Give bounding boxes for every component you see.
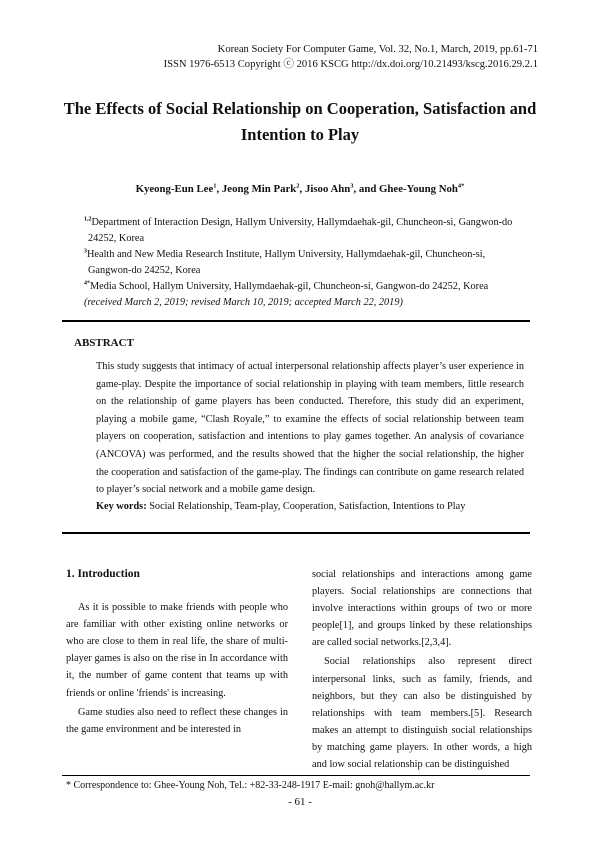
affiliation-text: Health and New Media Research Institute, Hallym University, Hallymdaehak-gil, Chuncheon-si, — [87, 249, 486, 260]
footnote-divider — [62, 775, 530, 776]
affiliation-1 — [84, 215, 524, 231]
affiliation-sup: 3 — [84, 248, 87, 255]
author-list — [40, 183, 560, 195]
author-sup: 2 — [296, 182, 300, 190]
affiliation-sup: 4* — [84, 280, 90, 287]
author-sup: 4* — [457, 182, 465, 190]
journal-citation: Korean Society For Computer Game, Vol. 32, No.1, March, 2019, pp.61-71 — [217, 44, 538, 55]
author-separator: , — [216, 183, 222, 195]
affiliation-text: Department of Interaction Design, Hallym University, Hallymdaehak-gil, Chuncheon-si, Gangwon-do — [91, 217, 513, 228]
section-heading: 1. Introduction — [66, 568, 140, 580]
author-name: Kyeong-Eun Lee — [135, 183, 214, 195]
author-separator: , and — [353, 183, 380, 195]
keywords-value: Social Relationship, Team-play, Cooperation, Satisfaction, Intentions to Play — [149, 501, 466, 512]
body-paragraph: Game studies also need to reflect these changes in the game environment and be interested in — [66, 706, 288, 735]
page-number: - 61 - — [288, 796, 312, 808]
left-column — [66, 566, 288, 738]
abstract-heading: ABSTRACT — [74, 337, 134, 349]
received-dates: (received March 2, 2019; revised March 10, 2019; accepted March 22, 2019) — [84, 297, 403, 308]
affiliation-3 — [84, 279, 524, 295]
keywords-label: Key words: — [96, 501, 147, 512]
paper-title — [40, 96, 560, 148]
affiliation-sup: 1,2 — [84, 216, 92, 223]
affiliation-2-cont: Gangwon-do 24252, Korea — [88, 265, 201, 276]
journal-issn: ISSN 1976-6513 Copyright ⓒ 2016 KSCG http://dx.doi.org/10.21493/kscg.2016.29.2.1 — [163, 59, 538, 70]
affiliations — [84, 215, 524, 311]
body-paragraph: As it is possible to make friends with people who are familiar with other existing online networks or who are close to them in real life, the share of multi-player games is also on the rise in In accordance with it, the number of game content that teams up with friends or online 'friends' is increasing. — [66, 602, 288, 699]
author-name: Jeong Min Park — [221, 183, 297, 195]
author-name: Ghee-Young Noh — [379, 183, 458, 195]
correspondence-footnote: * Correspondence to: Ghee-Young Noh, Tel.: +82-33-248-1917 E-mail: gnoh@hallym.ac.kr — [66, 780, 435, 791]
top-divider — [62, 320, 530, 322]
abstract-divider — [62, 532, 530, 534]
affiliation-2 — [84, 247, 524, 263]
affiliation-1-cont: 24252, Korea — [88, 233, 145, 244]
keywords — [96, 501, 526, 512]
journal-header — [164, 42, 538, 72]
title-line-2: Intention to Play — [240, 125, 360, 144]
title-line-1: The Effects of Social Relationship on Cooperation, Satisfaction and — [63, 99, 537, 118]
right-column — [312, 566, 532, 773]
author-name: Jisoo Ahn — [304, 183, 351, 195]
body-paragraph: Social relationships also represent direct interpersonal links, such as family, friends, and neighbors, but they can also be distinguished by relationships with team members.[5]. Research makes an attempt to distinguish social relationships by matching game players. In other words, a high and low social relationship can be distinguished — [312, 656, 532, 771]
body-paragraph: social relationships and interactions among game players. Social relationships are connections that involve interactions within groups of two or more people[1], and groups linked by these relationships are called social networks.[2,3,4]. — [312, 569, 532, 649]
affiliation-text: Media School, Hallym University, Hallymdaehak-gil, Chuncheon-si, Gangwon-do 24252, Korea — [90, 281, 489, 292]
author-sup: 3 — [350, 182, 354, 190]
abstract-text: This study suggests that intimacy of actual interpersonal relationship affects player’s user experience in game-play. Despite the importance of social relationship in playing with team members, little research on the relationship of game players has been conducted. Therefore, this study did an experiment, playing a mobile game, “Clash Royale,” to examine the effects of social relationship between team players on cooperation, satisfaction and intentions to play games together. An analysis of covariance (ANCOVA) was performed, and the results showed that the higher the social relationship, the higher the cooperation and satisfaction of the game-play. The findings can contribute on game research related to player’s social network and a mobile game design. — [96, 361, 524, 496]
author-sup: 1 — [213, 182, 217, 190]
author-separator: , — [299, 183, 305, 195]
